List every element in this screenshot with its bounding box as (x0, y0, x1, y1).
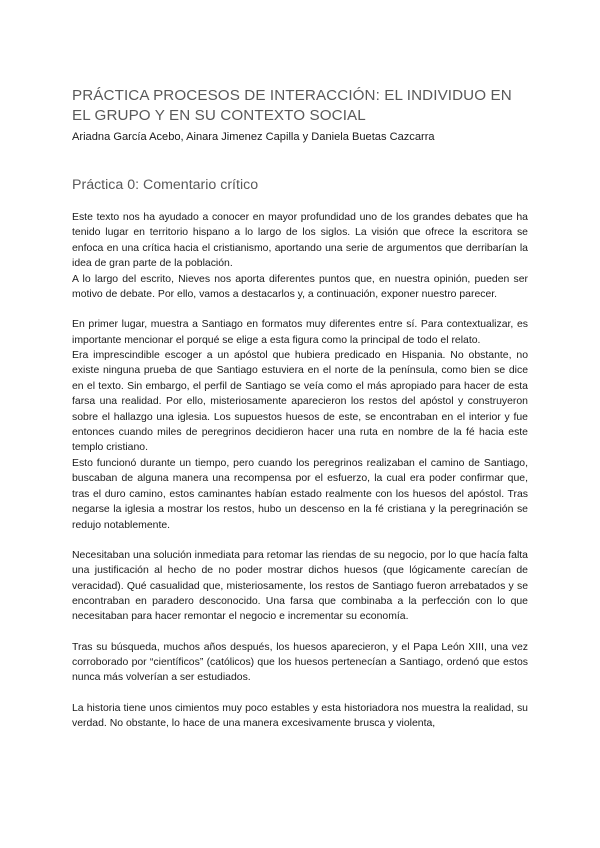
paragraph: Este texto nos ha ayudado a conocer en mayor profundidad uno de los grandes debates que ha tenido lugar en territorio hispano a lo largo de los siglos. La visión que ofrece la escritora se enfoca en una crítica hacia el cristianismo, aportando una serie de argumentos que derribarían la idea de gran parte de la población. (72, 212, 528, 270)
authors-line: Ariadna García Acebo, Ainara Jimenez Capilla y Daniela Buetas Cazcarra (72, 131, 435, 143)
paragraph: Esto funcionó durante un tiempo, pero cuando los peregrinos realizaban el camino de Santiago, buscaban de alguna manera una recompensa por el esfuerzo, la cual era poder confirmar que, tras el duro camino, estos caminantes habían estado realmente con los huesos del apóstol. Tras negarse la iglesia a mostrar los restos, hubo un descenso en la fé cristiana y la peregrinación se redujo notablemente. (72, 457, 528, 531)
paragraph: En primer lugar, muestra a Santiago en formatos muy diferentes entre sí. Para contextualizar, es importante mencionar el porqué se elige a esta figura como la principal de todo el relato. (72, 319, 528, 346)
document-title: PRÁCTICA PROCESOS DE INTERACCIÓN: EL INDIVIDUO EN EL GRUPO Y EN SU CONTEXTO SOCIAL (72, 87, 512, 124)
document-page (72, 86, 528, 731)
document-body (72, 210, 528, 731)
section-heading: Práctica 0: Comentario crítico (72, 177, 259, 193)
paragraph: A lo largo del escrito, Nieves nos aporta diferentes puntos que, en nuestra opinión, pueden ser motivo de debate. Por ello, vamos a destacarlos y, a continuación, exponer nuestro parecer. (72, 273, 528, 301)
paragraph: Tras su búsqueda, muchos años después, los huesos aparecieron, y el Papa León XIII, una vez corroborado por “científicos” (católicos) que los huesos pertenecían a Santiago, ordenó que estos nunca más volverían a ser estudiados. (72, 641, 528, 684)
paragraph: Era imprescindible escoger a un apóstol que hubiera predicado en Hispania. No obstante, no existe ninguna prueba de que Santiago estuviera en el norte de la península, como bien se dice en el texto. Sin embargo, el perfil de Santiago se veía como el más apropiado para hacer de esta farsa una realidad. Por ello, misteriosamente aparecieron los restos del apóstol y construyeron sobre el hallazgo una iglesia. Los supuestos huesos de este, se encontraban en el interior y fue entonces cuando miles de peregrinos decidieron hacer una ruta en nombre de la fé hacia este templo cristiano. (72, 350, 528, 454)
paragraph: La historia tiene unos cimientos muy poco estables y esta historiadora nos muestra la realidad, su verdad. No obstante, lo hace de una manera excesivamente brusca y violenta, (72, 702, 528, 729)
paragraph: Necesitaban una solución inmediata para retomar las riendas de su negocio, por lo que hacía falta una justificación al hecho de no poder mostrar dichos huesos (que lógicamente carecían de veracidad). Qué casualidad que, misteriosamente, los restos de Santiago fueron arrebatados y se encontraban en paradero desconocido. Una farsa que combinaba a la perfección con lo que necesitaban para hacer remontar el negocio e incrementar su economía. (72, 549, 528, 623)
